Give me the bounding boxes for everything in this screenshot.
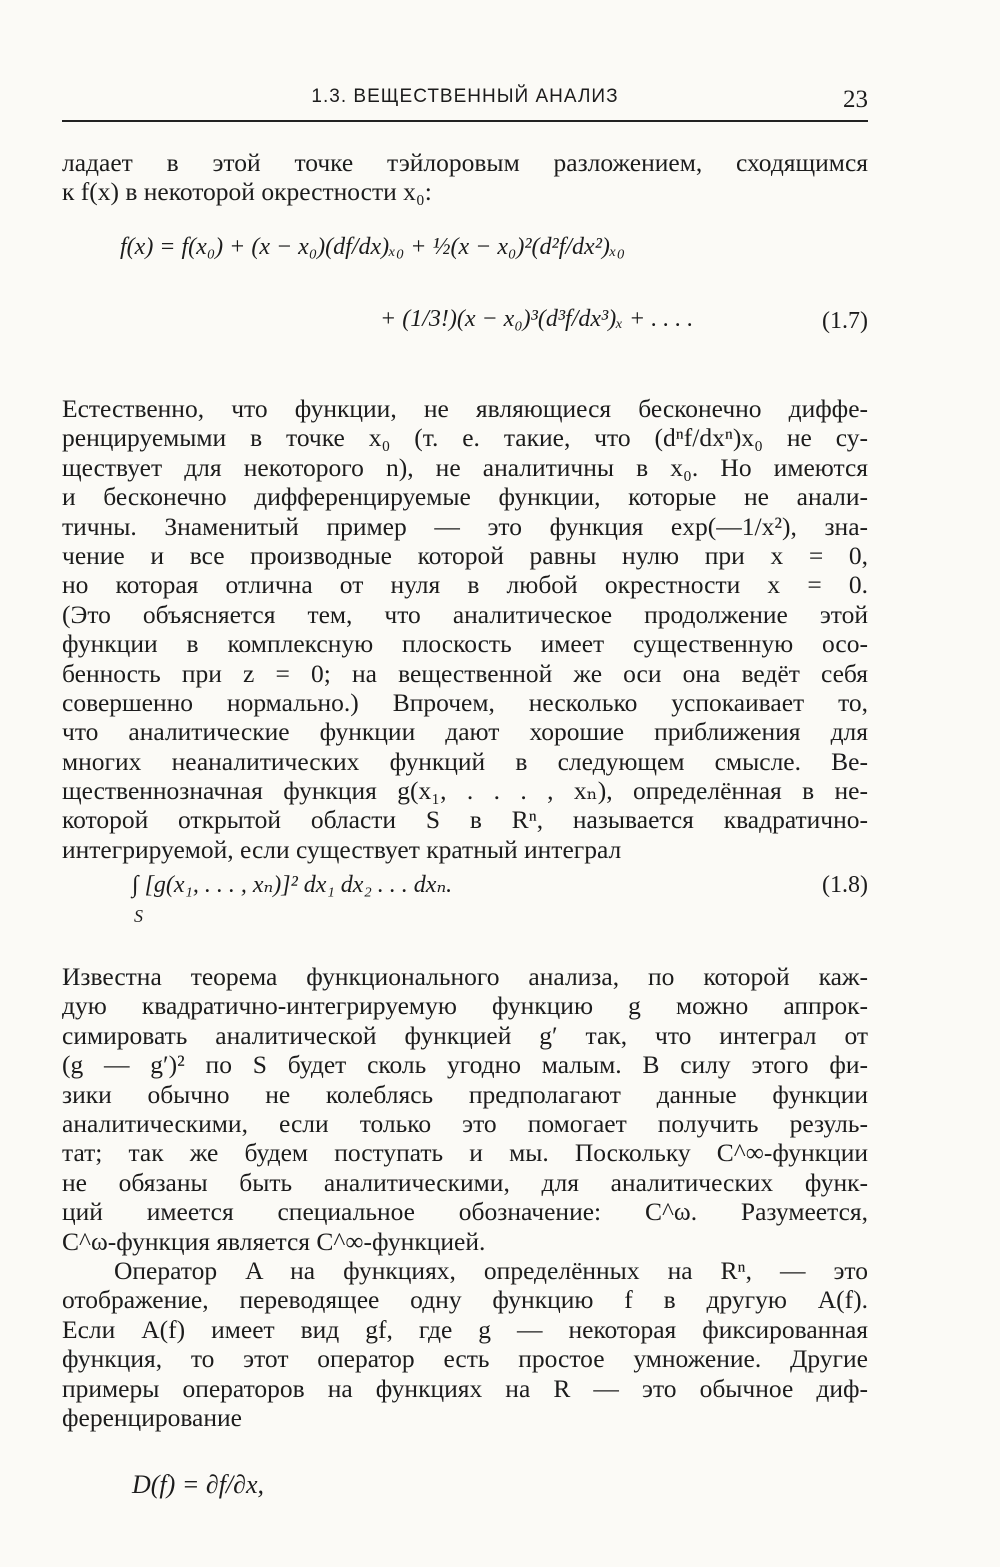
paragraph-4 xyxy=(62,1256,868,1432)
text-line: тат; так же будем поступать и мы. Поскольку C^∞-функции xyxy=(62,1138,868,1168)
text-line: которой открытой области S в Rⁿ, называется квадратично- xyxy=(62,805,868,835)
text-line: интегрируемой, если существует кратный интеграл xyxy=(62,834,622,864)
text-line: совершенно нормально.) Впрочем, несколько успокаивает то, xyxy=(62,687,868,717)
text-line: многих неаналитических функций в следующем смысле. Ве- xyxy=(62,746,868,776)
text-line: ладает в этой точке тэйлоровым разложением, сходящимся xyxy=(62,148,868,177)
text-line: Известна теорема функционального анализа, по которой каж- xyxy=(62,962,868,991)
page-header xyxy=(62,86,868,122)
text-line: симировать аналитической функцией g′ так, что интеграл от xyxy=(62,1020,868,1050)
text-line: примеры операторов на функциях на R — это обычное диф- xyxy=(62,1373,868,1403)
text-line: щественнозначная функция g(x₁, . . . , xₙ), определённая в не- xyxy=(62,776,868,806)
equation-1-7-line-2: + (1/3!)(x − x₀)³(d³f/dx³)ₓ + . . . . xyxy=(380,306,694,332)
text-line: тичны. Знаменитый пример — это функция exp(—1/x²), зна- xyxy=(62,511,868,541)
text-line: ренцируемыми в точке x₀ (т. е. такие, что (dⁿf/dxⁿ)x₀ не су- xyxy=(62,423,868,453)
text-line: функция, то этот оператор есть простое умножение. Другие xyxy=(62,1344,868,1374)
text-line: бенность при z = 0; на вещественной же оси она ведёт себя xyxy=(62,658,868,688)
text-line: аналитическими, если только это помогает получить резуль- xyxy=(62,1108,868,1138)
integral-domain-subscript: S xyxy=(134,906,143,926)
text-line: Оператор A на функциях, определённых на Rⁿ, — это xyxy=(114,1256,868,1285)
text-line: к f(x) в некоторой окрестности x₀: xyxy=(62,177,432,207)
text-line: чение и все производные которой равны нулю при x = 0, xyxy=(62,540,868,570)
running-head: 1.3. ВЕЩЕСТВЕННЫЙ АНАЛИЗ xyxy=(311,86,619,107)
text-line: дую квадратично-интегрируемую функцию g можно аппрок- xyxy=(62,991,868,1021)
text-line: не обязаны быть аналитическими, для аналитических функ- xyxy=(62,1167,868,1197)
text-line: (Это объясняется тем, что аналитическое продолжение этой xyxy=(62,599,868,629)
text-line: ществует для некоторого n), не аналитичны в x₀. Но имеются xyxy=(62,452,868,482)
equation-derivative-operator: D(f) = ∂f/∂x, xyxy=(132,1470,265,1499)
text-line: (g — g′)² по S будет сколь угодно малым. В силу этого фи- xyxy=(62,1050,868,1080)
text-line: и бесконечно дифференцируемые функции, которые не анали- xyxy=(62,482,868,512)
text-line: что аналитические функции дают хорошие приближения для xyxy=(62,717,868,747)
equation-number: (1.7) xyxy=(822,308,868,334)
text-line: ций имеется специальное обозначение: C^ω. Разумеется, xyxy=(62,1197,868,1227)
equation-1-8: ∫ [g(x₁, . . . , xₙ)]² dx₁ dx₂ . . . dxₙ. xyxy=(132,872,453,898)
text-line: но которая отлична от нуля в любой окрестности x = 0. xyxy=(62,570,868,600)
paragraph-3 xyxy=(62,962,868,1256)
text-line: Если A(f) имеет вид gf, где g — некоторая фиксированная xyxy=(62,1314,868,1344)
equation-number: (1.8) xyxy=(822,872,868,898)
text-line: C^ω-функция является C^∞-функцией. xyxy=(62,1226,486,1256)
text-line: ференцирование xyxy=(62,1402,242,1432)
text-line: зики обычно не колеблясь предполагают данные функции xyxy=(62,1079,868,1109)
page-number: 23 xyxy=(843,86,868,113)
equation-1-7-line-1: f(x) = f(x₀) + (x − x₀)(df/dx)ₓ₀ + ½(x − x₀)²(d²f/dx²)ₓ₀ xyxy=(120,234,626,260)
text-line: функции в комплексную плоскость имеет существенную осо- xyxy=(62,629,868,659)
paragraph-1 xyxy=(62,148,868,207)
paragraph-2 xyxy=(62,394,868,864)
text-line: Естественно, что функции, не являющиеся бесконечно диффе- xyxy=(62,394,868,423)
text-line: отображение, переводящее одну функцию f в другую A(f). xyxy=(62,1285,868,1315)
